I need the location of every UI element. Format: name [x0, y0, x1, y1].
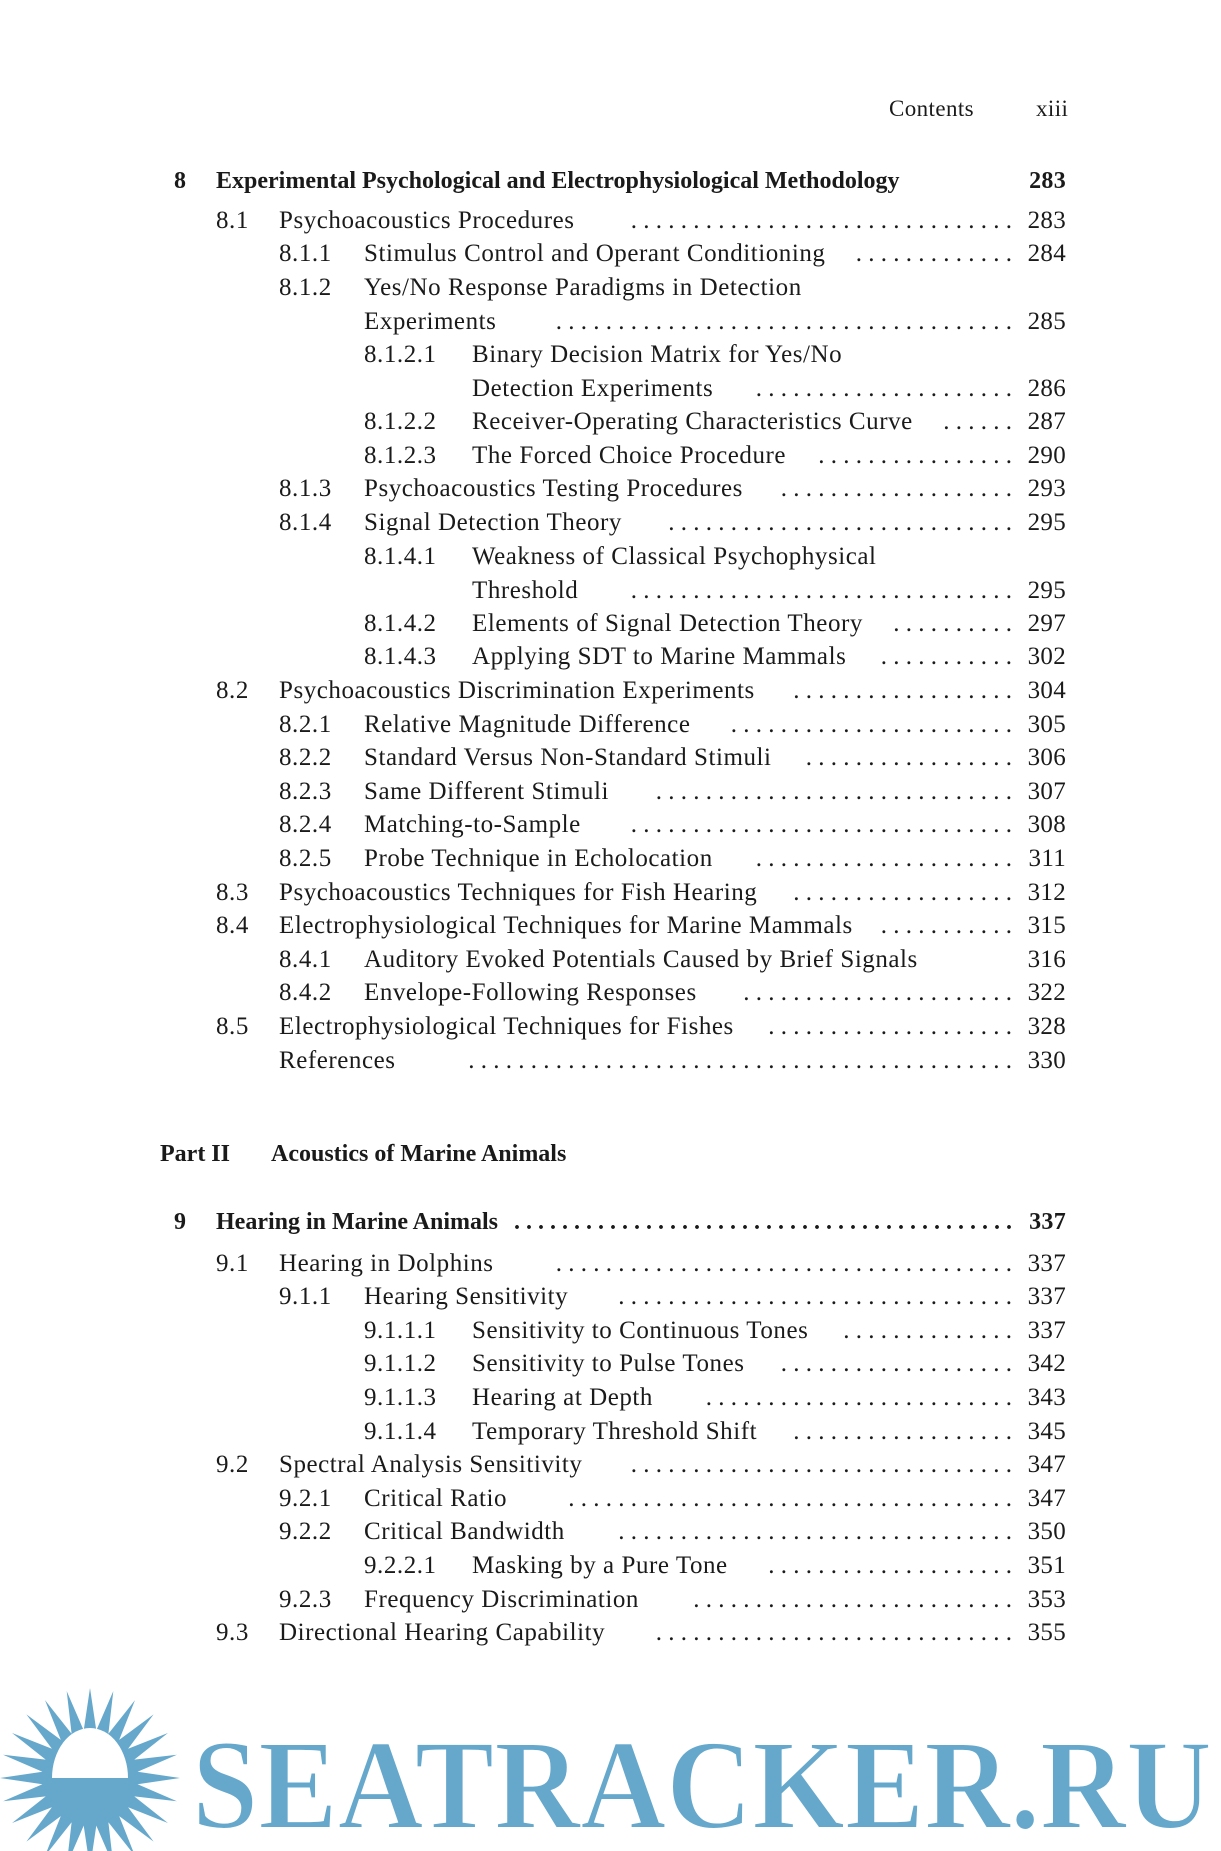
page-ref: 287 — [1027, 408, 1066, 436]
toc-entry[interactable] — [0, 338, 1221, 402]
toc-entry[interactable] — [0, 976, 1221, 1010]
watermark-logo — [0, 1688, 1221, 1851]
section-number: 9.1.1.1 — [364, 1316, 437, 1344]
section-title: Masking by a Pure Tone — [472, 1552, 728, 1579]
dot-leader: . . . . . . . . . . . . . — [849, 240, 1012, 268]
section-title: Standard Versus Non-Standard Stimuli — [364, 744, 772, 772]
section-number: 8.1.1 — [279, 240, 332, 268]
toc-entry[interactable] — [0, 540, 1221, 604]
page-ref: 306 — [1027, 744, 1066, 772]
section-number: 8 — [174, 168, 186, 194]
dot-leader: . . . . . . . . . . . . . . . . . . . . . . . . . . . . . . . . — [612, 1518, 1012, 1546]
section-title: Binary Decision Matrix for Yes/No — [472, 341, 843, 368]
dot-leader: . . . . . . . . . . . . . . . . — [812, 441, 1012, 469]
dot-leader: . . . . . . . . . . . . . . . . . . . . . . . . . . . . . . . . . . . . . — [549, 307, 1012, 335]
section-title: Probe Technique in Echolocation — [364, 845, 713, 872]
toc-entry[interactable] — [0, 640, 1221, 674]
toc-entry[interactable] — [0, 1415, 1221, 1449]
section-title: Applying SDT to Marine Mammals — [472, 643, 847, 671]
dot-leader: . . . . . . . . . . . . . . . . . . . . . . . . . . — [687, 1585, 1012, 1613]
page-ref: 297 — [1027, 609, 1066, 637]
section-title: Sensitivity to Continuous Tones — [472, 1316, 809, 1344]
section-number: 9.1 — [216, 1249, 249, 1277]
section-number: 9.1.1.4 — [364, 1417, 437, 1445]
section-title: Spectral Analysis Sensitivity — [279, 1451, 583, 1479]
toc-entry[interactable] — [0, 1044, 1221, 1078]
section-title: Experimental Psychological and Electrophysiological Methodology — [216, 168, 900, 194]
section-number: 8.3 — [216, 878, 249, 906]
dot-leader: . . . . . . . . . . . . . . . . . . . . . . . . . . . . . . . — [624, 1451, 1012, 1479]
part-label: Part II — [160, 1141, 230, 1167]
section-title: Relative Magnitude Difference — [364, 710, 691, 738]
toc-entry[interactable] — [0, 506, 1221, 540]
toc-entry[interactable] — [0, 439, 1221, 473]
page-number: xiii — [1036, 96, 1069, 121]
page-ref: 295 — [1027, 509, 1066, 536]
section-number: 8.1 — [216, 206, 249, 234]
section-number: 9 — [174, 1209, 186, 1235]
toc-entry[interactable] — [0, 842, 1221, 876]
dot-leader: . . . . . . . . . . . — [874, 912, 1012, 940]
dot-leader: . . . . . . . . . . . . . . — [837, 1316, 1012, 1344]
dot-leader: . . . . . . . . . . . . . . . . . . . . — [762, 1552, 1012, 1579]
dot-leader: . . . . . . . . . . . . . . . . . . . . — [762, 1013, 1012, 1040]
page-ref: 337 — [1027, 1283, 1066, 1311]
page-ref: 351 — [1027, 1552, 1066, 1579]
page-ref: 311 — [1028, 845, 1066, 872]
section-title: Sensitivity to Pulse Tones — [472, 1350, 745, 1378]
dot-leader: . . . . . . . . . . . . . . . . . — [799, 744, 1012, 772]
section-title: Psychoacoustics Testing Procedures — [364, 475, 743, 503]
page-ref: 304 — [1027, 677, 1066, 704]
section-title: Yes/No Response Paradigms in Detection — [364, 273, 802, 301]
section-title: Weakness of Classical Psychophysical — [472, 542, 877, 570]
page-ref: 307 — [1027, 777, 1066, 805]
section-title: Temporary Threshold Shift — [472, 1417, 758, 1445]
page-ref: 345 — [1027, 1417, 1066, 1445]
dot-leader: . . . . . . . . . . . . . . . . . . . . . . . . . . . . . . . — [624, 206, 1012, 234]
page-ref: 337 — [1027, 1316, 1066, 1344]
toc-entry[interactable] — [0, 1280, 1221, 1314]
page-ref: 316 — [1027, 945, 1066, 973]
section-number: 9.2.2.1 — [364, 1552, 437, 1579]
toc-entry[interactable] — [0, 1583, 1221, 1617]
part-title: Acoustics of Marine Animals — [271, 1141, 567, 1167]
section-title: Hearing in Dolphins — [279, 1249, 494, 1277]
section-title: Envelope-Following Responses — [364, 979, 697, 1007]
section-title: Elements of Signal Detection Theory — [472, 609, 863, 637]
toc-entry[interactable] — [0, 1616, 1221, 1650]
dot-leader: . . . . . . . . . . . — [874, 643, 1012, 671]
page-ref: 286 — [1027, 375, 1066, 402]
toc-entry[interactable] — [0, 775, 1221, 809]
toc-entry[interactable] — [0, 1482, 1221, 1516]
dot-leader: . . . . . . . . . . . . . . . . . . . . . . . . . . . . . . . — [624, 576, 1012, 604]
toc-entry[interactable] — [0, 674, 1221, 708]
page-ref: 284 — [1027, 240, 1066, 268]
dot-leader: . . . . . . . . . . . . . . . . . . . . . . . . . . . . . . . . . . . . . . . . . . — [508, 1209, 1012, 1235]
toc-entry[interactable] — [0, 1347, 1221, 1381]
section-title: Stimulus Control and Operant Conditioning — [364, 240, 826, 268]
page-ref: 293 — [1027, 475, 1066, 503]
page-ref: 315 — [1027, 912, 1066, 940]
dot-leader: . . . . . . . . . . . . . . . . . . . . . . . . . . . . — [662, 509, 1012, 536]
dot-leader: . . . . . . . . . . . . . . . . . . . . . . . . . — [699, 1384, 1012, 1411]
dot-leader: . . . . . . . . . . . . . . . . . . . — [774, 475, 1012, 503]
toc-entry[interactable] — [0, 943, 1221, 977]
section-title: Receiver-Operating Characteristics Curve — [472, 408, 913, 436]
dot-leader: . . . . . . . . . . . . . . . . . . . . . . . — [724, 710, 1012, 738]
toc-entry[interactable] — [0, 1448, 1221, 1482]
page-ref: 347 — [1027, 1451, 1066, 1479]
section-title: Directional Hearing Capability — [279, 1619, 606, 1647]
running-title: Contents — [889, 96, 974, 121]
section-number: 8.1.2.3 — [364, 441, 437, 469]
toc-entry[interactable] — [0, 204, 1221, 238]
dot-leader: . . . . . . . . . . . . . . . . . . — [787, 1417, 1012, 1445]
page-ref: 350 — [1027, 1518, 1066, 1546]
section-number: 8.2.5 — [279, 845, 332, 872]
dot-leader: . . . . . . . . . . . . . . . . . . . . . . . . . . . . . . . . — [612, 1283, 1012, 1311]
toc-entry[interactable] — [0, 1515, 1221, 1549]
dot-leader: . . . . . . . . . . . . . . . . . . . . . . . . . . . . . . . — [624, 811, 1012, 839]
dot-leader: . . . . . . . . . . . . . . . . . . . . . . . . . . . . . — [649, 1619, 1012, 1647]
section-number: 8.4.2 — [279, 979, 332, 1007]
dot-leader: . . . . . . . . . . . . . . . . . . . . . — [749, 375, 1012, 402]
section-number: 8.5 — [216, 1013, 249, 1040]
section-number: 9.2 — [216, 1451, 249, 1479]
section-title: Electrophysiological Techniques for Marine Mammals — [279, 912, 853, 940]
section-title: Critical Bandwidth — [364, 1518, 565, 1546]
page-ref: 337 — [1029, 1209, 1066, 1235]
section-number: 8.1.4.3 — [364, 643, 437, 671]
section-number: 9.3 — [216, 1619, 249, 1647]
page-ref: 283 — [1029, 168, 1066, 194]
toc-entry[interactable] — [0, 1247, 1221, 1281]
section-number: 9.1.1 — [279, 1283, 332, 1311]
section-title: Hearing at Depth — [472, 1384, 653, 1411]
section-number: 8.4 — [216, 912, 249, 940]
dot-leader: . . . . . . . . . . . . . . . . . . . . . . . . . . . . . — [649, 777, 1012, 805]
dot-leader: . . . . . . . . . . . . . . . . . . . . . . — [737, 979, 1012, 1007]
dot-leader: . . . . . . — [937, 408, 1012, 436]
toc-entry[interactable] — [0, 237, 1221, 271]
section-title: Detection Experiments — [472, 375, 714, 402]
page-ref: 295 — [1027, 576, 1066, 604]
page-ref: 353 — [1027, 1585, 1066, 1613]
page-ref: 312 — [1027, 878, 1066, 906]
toc-entry[interactable] — [0, 1381, 1221, 1415]
section-number: 8.2.2 — [279, 744, 332, 772]
toc-entry[interactable] — [0, 271, 1221, 335]
toc-entry[interactable] — [0, 607, 1221, 641]
toc-entry[interactable] — [0, 472, 1221, 506]
section-title: Electrophysiological Techniques for Fishes — [279, 1013, 734, 1040]
toc-entry[interactable] — [0, 164, 1221, 198]
section-number: 8.1.4.1 — [364, 542, 437, 570]
toc-entry[interactable] — [0, 909, 1221, 943]
section-number: 8.1.3 — [279, 475, 332, 503]
section-title: Signal Detection Theory — [364, 509, 622, 536]
page-ref: 343 — [1027, 1384, 1066, 1411]
sun-icon — [0, 1688, 180, 1851]
section-title: Threshold — [472, 576, 579, 604]
dot-leader: . . . . . . . . . . . . . . . . . . . . . — [749, 845, 1012, 872]
toc-entry[interactable] — [0, 405, 1221, 439]
toc-entry[interactable] — [0, 708, 1221, 742]
section-number: 8.2 — [216, 677, 249, 704]
dot-leader: . . . . . . . . . . . . . . . . . . . . . . . . . . . . . . . . . . . . . . . . . . . . — [462, 1046, 1012, 1074]
section-title: Psychoacoustics Procedures — [279, 206, 575, 234]
section-title: References — [279, 1046, 396, 1074]
page-ref: 337 — [1027, 1249, 1066, 1277]
page-ref: 347 — [1027, 1484, 1066, 1512]
watermark-text: SEATRACKER.RU — [192, 1714, 1212, 1851]
page-ref: 305 — [1027, 710, 1066, 738]
toc-entry[interactable] — [0, 1205, 1221, 1239]
dot-leader: . . . . . . . . . . — [887, 609, 1012, 637]
section-number: 8.1.2.2 — [364, 408, 437, 436]
section-number: 8.1.2 — [279, 273, 332, 301]
section-title: The Forced Choice Procedure — [472, 441, 787, 469]
section-number: 9.2.1 — [279, 1484, 332, 1512]
section-title: Experiments — [364, 307, 497, 335]
toc-entry[interactable] — [0, 808, 1221, 842]
section-title: Critical Ratio — [364, 1484, 508, 1512]
section-title: Hearing in Marine Animals — [216, 1209, 498, 1235]
page-ref: 328 — [1027, 1013, 1066, 1040]
dot-leader: . . . . . . . . . . . . . . . . . . . . . . . . . . . . . . . . . . . . — [562, 1484, 1012, 1512]
toc-entry[interactable] — [0, 876, 1221, 910]
toc-entry[interactable] — [0, 1010, 1221, 1044]
section-title: Same Different Stimuli — [364, 777, 609, 805]
page-ref: 290 — [1027, 441, 1066, 469]
dot-leader: . . . . . . . . . . . . . . . . . . . — [774, 1350, 1012, 1378]
section-number: 9.2.2 — [279, 1518, 332, 1546]
page-ref: 322 — [1027, 979, 1066, 1007]
section-number: 8.1.2.1 — [364, 341, 437, 368]
toc-entry[interactable] — [0, 1314, 1221, 1348]
section-title: Psychoacoustics Discrimination Experiments — [279, 677, 755, 704]
page-ref: 308 — [1027, 811, 1066, 839]
section-number: 8.2.3 — [279, 777, 332, 805]
page-ref: 342 — [1027, 1350, 1066, 1378]
section-number: 9.1.1.3 — [364, 1384, 437, 1411]
toc-entry[interactable] — [0, 741, 1221, 775]
section-number: 8.2.1 — [279, 710, 332, 738]
section-number: 9.1.1.2 — [364, 1350, 437, 1378]
section-number: 9.2.3 — [279, 1585, 332, 1613]
page-ref: 285 — [1027, 307, 1066, 335]
dot-leader: . . . . . . . . . . . . . . . . . . — [787, 878, 1012, 906]
dot-leader: . . . . . . . . . . . . . . . . . . — [787, 677, 1012, 704]
section-number: 8.1.4 — [279, 509, 332, 536]
section-title: Matching-to-Sample — [364, 811, 581, 839]
section-title: Auditory Evoked Potentials Caused by Brief Signals — [364, 945, 918, 973]
dot-leader: . . . . . . . . . . . . . . . . . . . . . . . . . . . . . . . . . . . . . — [549, 1249, 1012, 1277]
section-number: 8.2.4 — [279, 811, 332, 839]
section-title: Hearing Sensitivity — [364, 1283, 569, 1311]
section-title: Frequency Discrimination — [364, 1585, 639, 1613]
section-number: 8.4.1 — [279, 945, 332, 973]
section-title: Psychoacoustics Techniques for Fish Hearing — [279, 878, 758, 906]
page-ref: 283 — [1027, 206, 1066, 234]
toc-entry[interactable] — [0, 1549, 1221, 1583]
page-ref: 302 — [1027, 643, 1066, 671]
page-ref: 330 — [1027, 1046, 1066, 1074]
section-number: 8.1.4.2 — [364, 609, 437, 637]
page-ref: 355 — [1027, 1619, 1066, 1647]
